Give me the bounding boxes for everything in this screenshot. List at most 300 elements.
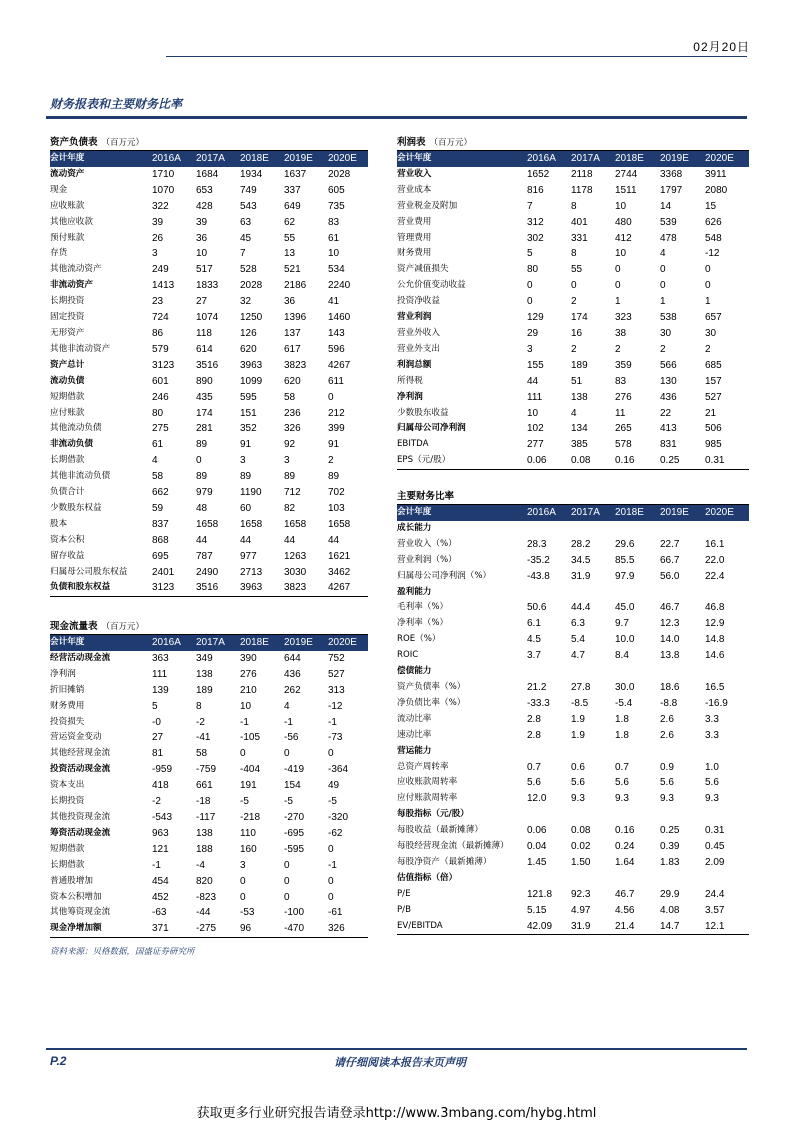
cell-value: 0 <box>240 748 246 760</box>
cell-value: 3123 <box>150 580 194 596</box>
table-row <box>50 730 368 746</box>
cell-value: -5.4 <box>615 697 633 709</box>
row-label: 营运资金变动 <box>50 732 102 743</box>
table-row <box>50 358 368 374</box>
cell-value: 3.7 <box>527 650 541 662</box>
cell-value <box>613 807 658 823</box>
row-label: 股本 <box>50 518 68 529</box>
row-label: 现金 <box>50 184 68 195</box>
cell-value: 9.3 <box>660 793 674 805</box>
balance-sheet-block <box>50 136 368 597</box>
cell-value: 371 <box>150 921 194 937</box>
cell-value: 837 <box>152 518 169 530</box>
table-row <box>397 406 749 422</box>
table-row <box>50 651 368 667</box>
cell-value: 0.08 <box>569 453 613 469</box>
table-row <box>397 569 749 585</box>
cell-value: 1.8 <box>615 729 629 741</box>
row-label: ROE（%） <box>397 634 441 645</box>
cell-value: 8 <box>571 200 577 212</box>
row-label: 营业外收入 <box>397 327 440 338</box>
row-label: 管理费用 <box>397 232 432 243</box>
cell-value: 0 <box>284 875 290 887</box>
table-row <box>397 215 749 231</box>
cell-value: 0 <box>615 264 621 276</box>
cell-value: 9.3 <box>571 793 585 805</box>
header-rule <box>166 56 747 57</box>
cell-value: 61 <box>152 439 164 451</box>
row-label: 其他经营现金流 <box>50 748 111 759</box>
cell-value: 46.8 <box>705 602 725 614</box>
cell-value: 12.3 <box>660 618 680 630</box>
cell-value: 620 <box>240 343 257 355</box>
cell-value: 2240 <box>328 280 351 292</box>
column-header-label: 会计年度 <box>397 505 525 521</box>
cell-value: 89 <box>240 471 252 483</box>
cell-value: 10 <box>615 200 627 212</box>
row-label: 利润总额 <box>397 359 432 370</box>
cell-value: 363 <box>152 652 169 664</box>
cell-value: 3 <box>527 343 533 355</box>
page-number: P.2 <box>50 1054 67 1068</box>
table-row <box>397 616 749 632</box>
table-row <box>397 791 749 807</box>
cell-value: -16.9 <box>705 697 728 709</box>
cell-value: 979 <box>196 487 213 499</box>
cell-value: 44 <box>196 534 208 546</box>
cell-value: 3 <box>284 455 290 467</box>
row-label: 每股指标（元/股） <box>397 809 469 820</box>
cell-value: 0 <box>240 891 246 903</box>
cell-value: 4 <box>571 407 577 419</box>
cell-value: 480 <box>615 216 632 228</box>
cell-value: 96 <box>238 921 282 937</box>
cell-value: 0 <box>615 280 621 292</box>
row-label: 少数股东收益 <box>397 407 449 418</box>
cell-value: 27.8 <box>571 681 591 693</box>
table-row <box>397 246 749 262</box>
table-row <box>397 839 749 855</box>
cell-value: 1 <box>705 296 711 308</box>
row-label: 负债和股东权益 <box>50 580 150 596</box>
cell-value <box>613 521 658 537</box>
cell-value: 38 <box>615 327 627 339</box>
cell-value: -470 <box>282 921 326 937</box>
cell-value: 80 <box>152 407 164 419</box>
table-row <box>397 585 749 601</box>
cell-value: 130 <box>660 375 677 387</box>
cell-value: 21.4 <box>613 919 658 935</box>
cell-value: 2 <box>328 455 334 467</box>
section-title: 财务报表和主要财务比率 <box>50 97 183 111</box>
column-header-label: 会计年度 <box>397 151 525 167</box>
table-row <box>50 421 368 437</box>
cell-value: 0.16 <box>613 453 658 469</box>
cell-value: -0 <box>152 716 161 728</box>
cell-value: 326 <box>326 921 368 937</box>
footer-rule <box>46 1048 747 1050</box>
cash-flow-unit: （百万元） <box>101 622 145 632</box>
row-label: 归属母公司净利润 <box>397 423 466 434</box>
cell-value <box>525 585 569 601</box>
cell-value <box>703 664 749 680</box>
table-row <box>397 728 749 744</box>
row-label: P/B <box>397 904 411 915</box>
cell-value: 1460 <box>328 312 351 324</box>
cell-value: 1934 <box>240 168 263 180</box>
cell-value: 2 <box>660 343 666 355</box>
cell-value: 10 <box>328 248 340 260</box>
row-label: 估值指标（倍） <box>397 872 458 883</box>
cell-value: 3368 <box>660 168 683 180</box>
cell-value: 5.6 <box>660 777 674 789</box>
table-row <box>50 262 368 278</box>
cell-value: 154 <box>284 780 301 792</box>
table-row <box>50 374 368 390</box>
cell-value: 1.83 <box>660 856 680 868</box>
cell-value: 0.08 <box>571 825 591 837</box>
cell-value: 30 <box>660 327 672 339</box>
row-label: 资产总计 <box>50 359 85 370</box>
cell-value: 42.09 <box>525 919 569 935</box>
source-note: 资料来源：贝格数据，国盛证券研究所 <box>50 947 195 957</box>
cell-value: 0 <box>284 748 290 760</box>
table-row <box>50 778 368 794</box>
cell-value: 539 <box>660 216 677 228</box>
cell-value: 4 <box>152 455 158 467</box>
cell-value: 189 <box>571 359 588 371</box>
column-header-year: 2020E <box>703 151 749 167</box>
cell-value: 0.04 <box>527 841 547 853</box>
cell-value: 521 <box>284 264 301 276</box>
cell-value: 62 <box>284 216 296 228</box>
cell-value: 55 <box>571 264 583 276</box>
cell-value: 620 <box>284 375 301 387</box>
cell-value: -543 <box>152 811 173 823</box>
cell-value: 63 <box>240 216 252 228</box>
table-row <box>50 342 368 358</box>
cell-value: 137 <box>284 327 301 339</box>
table-row <box>50 167 368 183</box>
cell-value: 3 <box>240 455 246 467</box>
cell-value: 0 <box>705 264 711 276</box>
cell-value: 890 <box>196 375 213 387</box>
cell-value: 1658 <box>240 518 263 530</box>
cell-value: -1 <box>328 716 337 728</box>
cell-value: 14 <box>660 200 672 212</box>
row-label: 归属母公司股东权益 <box>50 566 128 577</box>
cell-value: 418 <box>152 780 169 792</box>
cell-value: -61 <box>328 907 343 919</box>
cell-value: 0.9 <box>660 761 674 773</box>
table-row <box>397 374 749 390</box>
cell-value: 82 <box>284 502 296 514</box>
cell-value: 1250 <box>240 312 263 324</box>
cell-value: -1 <box>328 859 337 871</box>
row-label: 资产负债率（%） <box>397 681 466 692</box>
ratios-table <box>397 505 749 935</box>
cell-value: 29 <box>527 327 539 339</box>
cell-value: 3516 <box>194 580 238 596</box>
column-header-year: 2020E <box>703 505 749 521</box>
cell-value: 0 <box>284 891 290 903</box>
cell-value: 322 <box>152 200 169 212</box>
cell-value: 13.8 <box>660 650 680 662</box>
cell-value: 121 <box>152 843 169 855</box>
cell-value: 44 <box>527 375 539 387</box>
cell-value: 5.15 <box>527 904 547 916</box>
cell-value: 22 <box>660 407 672 419</box>
cell-value: 9.7 <box>615 618 629 630</box>
cell-value: 0 <box>328 843 334 855</box>
cell-value: 16 <box>571 327 583 339</box>
cell-value: 21.2 <box>527 681 547 693</box>
cell-value: 86 <box>152 327 164 339</box>
cell-value: 454 <box>152 875 169 887</box>
cell-value: 0.7 <box>527 761 541 773</box>
table-row <box>397 887 749 903</box>
cell-value: 2401 <box>152 566 175 578</box>
cell-value <box>703 871 749 887</box>
cell-value: 89 <box>284 471 296 483</box>
table-row <box>397 648 749 664</box>
cell-value: 548 <box>705 232 722 244</box>
cell-value: 1190 <box>240 487 262 499</box>
row-label: 净利润 <box>50 668 76 679</box>
cell-value: 10 <box>527 407 539 419</box>
cell-value: 1 <box>615 296 621 308</box>
cell-value: 390 <box>240 652 257 664</box>
cell-value: 5.6 <box>615 777 629 789</box>
cell-value: -73 <box>328 732 343 744</box>
row-label: 短期借款 <box>50 843 85 854</box>
cell-value: 39 <box>152 216 164 228</box>
cell-value: -105 <box>240 732 261 744</box>
cell-value: 28.3 <box>527 538 547 550</box>
cell-value: 1833 <box>196 280 219 292</box>
row-label: 其他非流动资产 <box>50 343 111 354</box>
cell-value: 4.7 <box>571 650 585 662</box>
cell-value: 614 <box>196 343 213 355</box>
cell-value: 326 <box>284 423 301 435</box>
row-label: 短期借款 <box>50 391 85 402</box>
row-label: 无形资产 <box>50 327 85 338</box>
ratios-block <box>397 490 749 935</box>
cell-value: 0 <box>571 280 577 292</box>
cell-value: 712 <box>284 487 301 499</box>
cell-value: 1684 <box>196 168 219 180</box>
cell-value: 85.5 <box>615 554 635 566</box>
cell-value: 9.3 <box>705 793 719 805</box>
table-row <box>50 890 368 906</box>
cell-value: 0 <box>660 280 666 292</box>
cell-value: 3 <box>240 859 246 871</box>
cell-value: 1658 <box>328 518 351 530</box>
table-row <box>50 683 368 699</box>
table-row <box>397 760 749 776</box>
cell-value: 413 <box>660 423 677 435</box>
row-label: 流动负债 <box>50 375 85 386</box>
cell-value: 695 <box>152 550 169 562</box>
cell-value: 30 <box>705 327 717 339</box>
cell-value: 1.50 <box>571 856 591 868</box>
table-header-row <box>50 635 368 651</box>
cell-value: 0.24 <box>615 841 635 853</box>
cell-value: -8.5 <box>571 697 589 709</box>
cell-value: 18.6 <box>660 681 680 693</box>
row-label: 财务费用 <box>397 248 432 259</box>
cell-value: 246 <box>152 391 169 403</box>
cell-value: 118 <box>196 327 212 339</box>
row-label: 财务费用 <box>50 700 85 711</box>
column-header-year: 2020E <box>326 635 368 651</box>
cell-value: -1 <box>240 716 249 728</box>
cell-value: 12.0 <box>527 793 547 805</box>
cash-flow-title <box>50 620 368 634</box>
table-row <box>50 715 368 731</box>
row-label: 速动比率 <box>397 729 432 740</box>
cell-value: 649 <box>284 200 301 212</box>
row-label: 存货 <box>50 248 68 259</box>
cell-value: -5 <box>240 796 249 808</box>
cell-value: -33.3 <box>527 697 550 709</box>
cell-value: 3823 <box>282 580 326 596</box>
cell-value: 41 <box>328 296 340 308</box>
table-row <box>397 167 749 183</box>
table-row <box>397 855 749 871</box>
cell-value: 16.1 <box>705 538 725 550</box>
table-row <box>50 437 368 453</box>
cell-value: 58 <box>152 471 164 483</box>
income-statement-table <box>397 151 749 470</box>
cell-value: 2.6 <box>660 729 674 741</box>
cell-value: 0 <box>328 748 334 760</box>
row-label: 公允价值变动收益 <box>397 280 466 291</box>
row-label: 其他非流动负债 <box>50 471 111 482</box>
row-label: 投资净收益 <box>397 296 440 307</box>
cell-value: 34.5 <box>571 554 591 566</box>
cell-value <box>658 585 703 601</box>
cell-value: -270 <box>284 811 305 823</box>
cell-value: 1621 <box>328 550 351 562</box>
cell-value: 506 <box>705 423 722 435</box>
cell-value: 0 <box>196 455 202 467</box>
cell-value: 0 <box>240 875 246 887</box>
cell-value: 26 <box>152 232 164 244</box>
cell-value: 0 <box>328 391 334 403</box>
cell-value: 352 <box>240 423 257 435</box>
cell-value: 56.0 <box>660 570 680 582</box>
cell-value: -364 <box>328 764 349 776</box>
balance-sheet-unit: （百万元） <box>101 138 145 148</box>
row-label: 长期借款 <box>50 859 85 870</box>
cell-value: 50.6 <box>527 602 547 614</box>
row-label: 营业利润（%） <box>397 554 457 565</box>
cell-value: 92 <box>284 439 296 451</box>
cell-value: 0.45 <box>705 841 725 853</box>
cell-value: -5 <box>328 796 337 808</box>
cell-value: 349 <box>196 652 213 664</box>
table-row <box>50 485 368 501</box>
cell-value: 21 <box>705 407 717 419</box>
cell-value: -695 <box>284 827 305 839</box>
cell-value: 46.7 <box>660 602 680 614</box>
cell-value: 212 <box>328 407 345 419</box>
cell-value: 1.8 <box>615 713 629 725</box>
cell-value: 27 <box>152 732 164 744</box>
table-row <box>50 874 368 890</box>
column-header-year: 2017A <box>194 151 238 167</box>
cell-value: 22.4 <box>705 570 725 582</box>
table-row <box>397 262 749 278</box>
column-header-year: 2017A <box>569 505 613 521</box>
cell-value: 3963 <box>238 580 282 596</box>
row-label: 预付账款 <box>50 232 85 243</box>
watermark-link[interactable]: 获取更多行业研究报告请登录http://www.3mbang.com/hybg.html <box>196 1106 597 1121</box>
cell-value: 91 <box>328 439 340 451</box>
cell-value: 16.5 <box>705 681 725 693</box>
cell-value: 45.0 <box>615 602 635 614</box>
balance-sheet-title-text: 资产负债表 <box>50 137 98 148</box>
cell-value: 4.97 <box>571 904 591 916</box>
cell-value: 401 <box>571 216 588 228</box>
cell-value: 61 <box>328 232 340 244</box>
cell-value <box>703 807 749 823</box>
cell-value: 0.25 <box>660 825 680 837</box>
table-row <box>50 842 368 858</box>
cell-value: 92.3 <box>571 888 591 900</box>
table-row <box>50 533 368 549</box>
cell-value: 2186 <box>284 280 307 292</box>
row-label: 其他应收款 <box>50 216 93 227</box>
column-header-year: 2016A <box>525 151 569 167</box>
cell-value: 111 <box>527 391 543 403</box>
row-label: 归属母公司净利润（%） <box>397 570 492 581</box>
cell-value <box>525 664 569 680</box>
cell-value: 4267 <box>328 359 351 371</box>
table-row <box>397 326 749 342</box>
table-row <box>397 553 749 569</box>
cell-value: 103 <box>328 502 345 514</box>
cell-value: 4.5 <box>527 634 541 646</box>
cell-value: -5 <box>284 796 293 808</box>
cell-value: -320 <box>328 811 349 823</box>
table-row <box>397 310 749 326</box>
row-label: 负债合计 <box>50 487 85 498</box>
cell-value: 89 <box>196 439 208 451</box>
cell-value <box>658 521 703 537</box>
cell-value: 102 <box>527 423 544 435</box>
row-label: 应付账款 <box>50 407 85 418</box>
row-label: 营业收入（%） <box>397 538 457 549</box>
cell-value: 1396 <box>284 312 307 324</box>
row-label: 成长能力 <box>397 522 432 533</box>
column-header-year: 2019E <box>282 635 326 651</box>
cell-value: 3.57 <box>705 904 725 916</box>
cell-value <box>613 664 658 680</box>
cell-value <box>613 744 658 760</box>
cell-value: 644 <box>284 652 301 664</box>
cell-value: 249 <box>152 264 169 276</box>
column-header-year: 2019E <box>658 151 703 167</box>
cell-value <box>703 585 749 601</box>
cell-value: -275 <box>194 921 238 937</box>
table-row <box>397 600 749 616</box>
cell-value: 605 <box>328 184 345 196</box>
column-header-year: 2018E <box>238 151 282 167</box>
cell-value: 281 <box>196 423 213 435</box>
cell-value: 14.0 <box>660 634 680 646</box>
